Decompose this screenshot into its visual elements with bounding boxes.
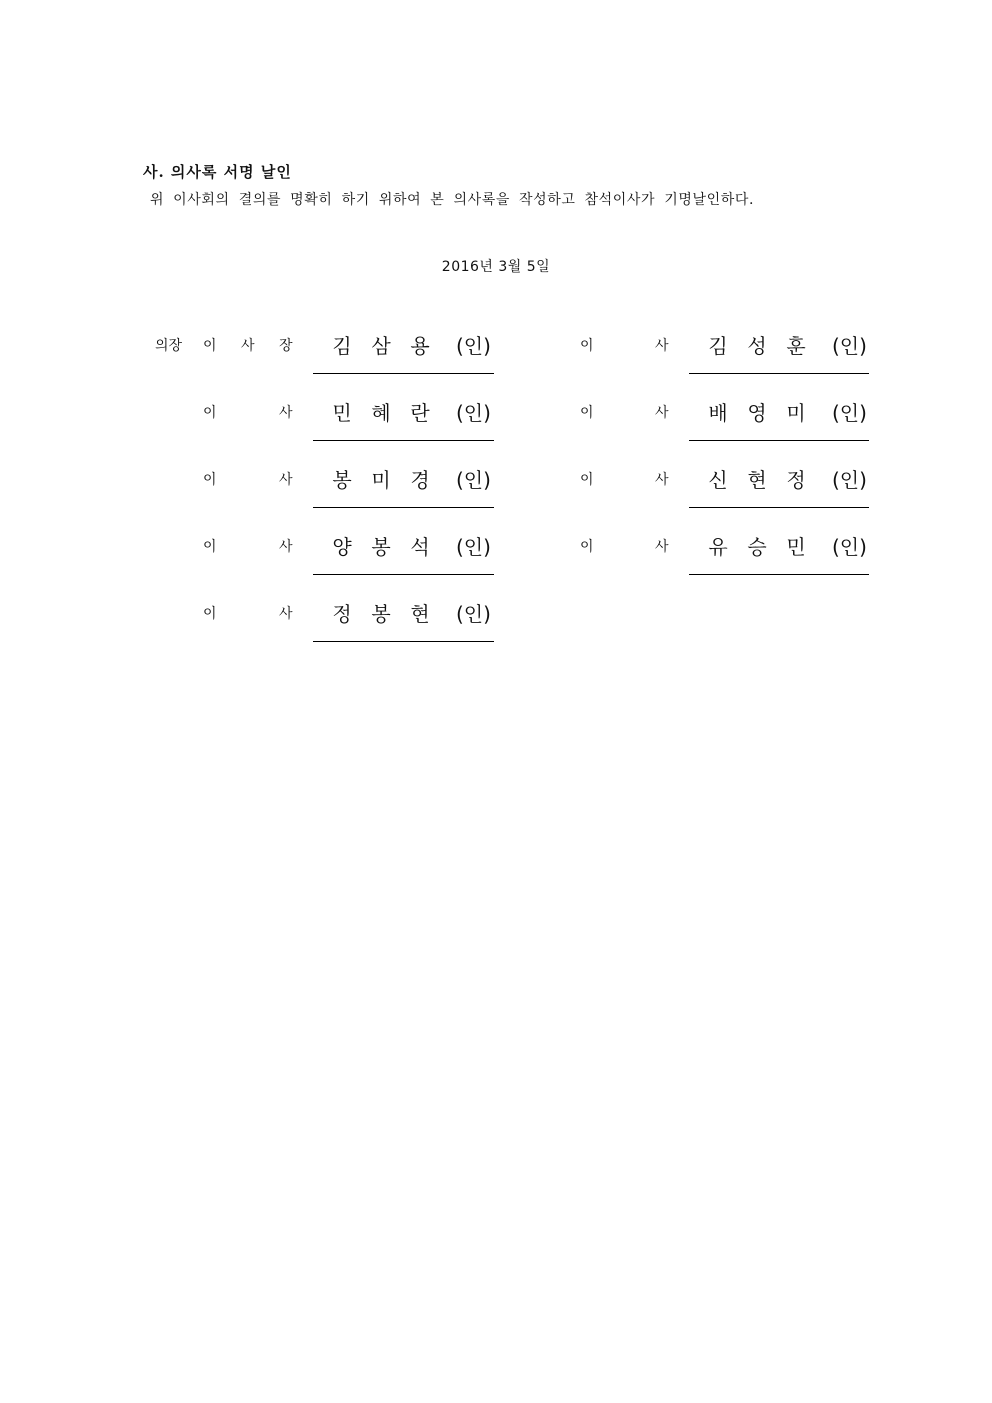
signature-entry-chairman: 의장 이 사 장 김 삼 용 (인) bbox=[0, 316, 500, 383]
seal-mark: (인) bbox=[456, 535, 491, 559]
signature-entry: 이 사 봉 미 경 (인) bbox=[0, 450, 500, 517]
signature-line bbox=[689, 574, 869, 575]
signature-line bbox=[689, 507, 869, 508]
seal-mark: (인) bbox=[832, 535, 867, 559]
seal-mark: (인) bbox=[456, 468, 491, 492]
signature-line bbox=[689, 373, 869, 374]
signature-line bbox=[689, 440, 869, 441]
signature-line bbox=[313, 641, 494, 642]
signature-entry: 이 사 양 봉 석 (인) bbox=[0, 517, 500, 584]
signature-entry: 이 사 배 영 미 (인) bbox=[500, 383, 992, 450]
seal-mark: (인) bbox=[456, 401, 491, 425]
signature-line bbox=[313, 440, 494, 441]
signature-line bbox=[313, 373, 494, 374]
meeting-date: 2016년 3월 5일 bbox=[441, 259, 551, 275]
signature-line bbox=[313, 507, 494, 508]
seal-mark: (인) bbox=[456, 334, 491, 358]
signature-entry: 이 사 정 봉 현 (인) bbox=[0, 584, 500, 651]
signature-row bbox=[0, 450, 992, 517]
seal-mark: (인) bbox=[832, 401, 867, 425]
section-title: 사. 의사록 서명 날인 bbox=[143, 163, 292, 181]
seal-mark: (인) bbox=[456, 602, 491, 626]
signature-entry: 이 사 유 승 민 (인) bbox=[500, 517, 992, 584]
signature-row bbox=[0, 316, 992, 383]
seal-mark: (인) bbox=[832, 468, 867, 492]
signature-row bbox=[0, 584, 992, 651]
role-prefix: 의장 bbox=[155, 338, 183, 354]
seal-mark: (인) bbox=[832, 334, 867, 358]
section-body-text: 위 이사회의 결의를 명확히 하기 위하여 본 의사록을 작성하고 참석이사가 기명날인하다. bbox=[150, 192, 755, 208]
signature-entry: 이 사 김 성 훈 (인) bbox=[500, 316, 992, 383]
signature-row bbox=[0, 517, 992, 584]
signature-line bbox=[313, 574, 494, 575]
signature-entry: 이 사 신 현 정 (인) bbox=[500, 450, 992, 517]
signature-row bbox=[0, 383, 992, 450]
signature-entry: 이 사 민 혜 란 (인) bbox=[0, 383, 500, 450]
